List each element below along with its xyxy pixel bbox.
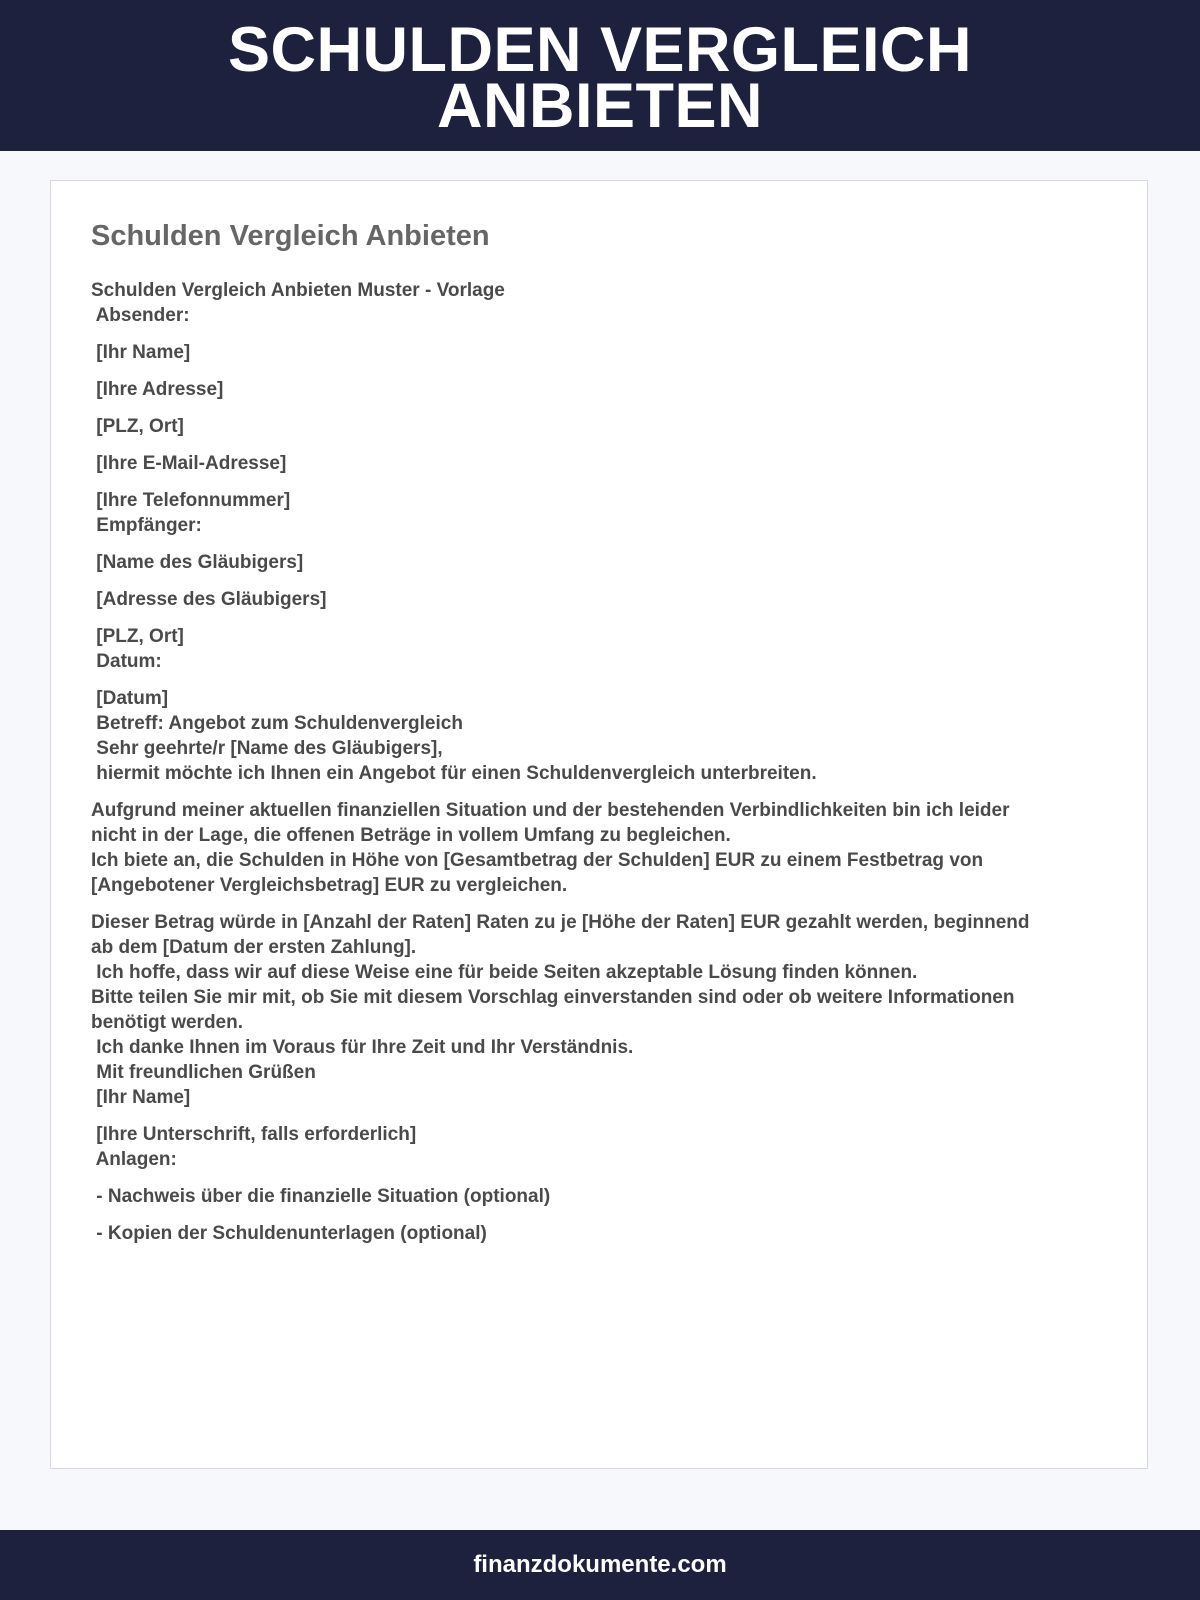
paragraph-offer-line-1: Ich biete an, die Schulden in Höhe von [Gesamtbetrag der Schulden] EUR zu einem Festbetrag von [91,850,984,871]
recipient-address: [Adresse des Gläubigers] [91,589,327,610]
paragraph-hope: Ich hoffe, dass wir auf diese Weise eine für beide Seiten akzeptable Lösung finden können. [91,962,918,983]
paragraph-installments-line-1: Dieser Betrag würde in [Anzahl der Raten] Raten zu je [Höhe der Raten] EUR gezahlt werden, beginnend [91,912,1030,933]
paragraph-situation-line-2: nicht in der Lage, die offenen Beträge in vollem Umfang zu begleichen. [91,825,731,846]
attachments-label: Anlagen: [91,1149,177,1170]
intro-line: hiermit möchte ich Ihnen ein Angebot für einen Schuldenvergleich unterbreiten. [91,763,817,784]
sender-name: [Ihr Name] [91,342,191,363]
paragraph-offer-line-2: [Angebotener Vergleichsbetrag] EUR zu vergleichen. [91,875,568,896]
recipient-name: [Name des Gläubigers] [91,552,304,573]
date-value: [Datum] [91,688,169,709]
closing-signature: [Ihre Unterschrift, falls erforderlich] [91,1124,417,1145]
page-title-line-1: SCHULDEN VERGLEICH [227,14,973,85]
sender-address: [Ihre Adresse] [91,379,224,400]
page-title [227,14,973,141]
page-footer [0,1530,1200,1600]
letter-subtitle: Schulden Vergleich Anbieten Muster - Vorlage [91,280,505,301]
paragraph-thanks: Ich danke Ihnen im Voraus für Ihre Zeit und Ihr Verständnis. [91,1037,634,1058]
document-title: Schulden Vergleich Anbieten [91,220,490,252]
sender-email: [Ihre E-Mail-Adresse] [91,453,287,474]
sender-phone: [Ihre Telefonnummer] [91,490,291,511]
page-title-line-2: ANBIETEN [436,70,763,141]
closing-greeting: Mit freundlichen Grüßen [91,1062,316,1083]
subject-line: Betreff: Angebot zum Schuldenvergleich [91,713,463,734]
paragraph-request-line-1: Bitte teilen Sie mir mit, ob Sie mit diesem Vorschlag einverstanden sind oder ob weitere Informationen [91,987,1015,1008]
recipient-postcode-city: [PLZ, Ort] [91,626,184,647]
attachment-item: - Kopien der Schuldenunterlagen (optional) [91,1223,487,1244]
attachment-item: - Nachweis über die finanzielle Situation (optional) [91,1186,551,1207]
paragraph-request-line-2: benötigt werden. [91,1012,243,1033]
date-label: Datum: [91,651,162,672]
sender-postcode-city: [PLZ, Ort] [91,416,184,437]
page-header [0,0,1200,151]
paragraph-situation-line-1: Aufgrund meiner aktuellen finanziellen Situation und der bestehenden Verbindlichkeiten bin ich leider [91,800,1010,821]
recipient-label: Empfänger: [91,515,202,536]
closing-name: [Ihr Name] [91,1087,191,1108]
document-card [50,180,1148,1469]
sender-label: Absender: [91,305,190,326]
salutation: Sehr geehrte/r [Name des Gläubigers], [91,738,443,759]
document-content [91,219,1101,1246]
letter-body [91,278,1101,1246]
footer-site-name: finanzdokumente.com [473,1551,727,1578]
paragraph-installments-line-2: ab dem [Datum der ersten Zahlung]. [91,937,417,958]
